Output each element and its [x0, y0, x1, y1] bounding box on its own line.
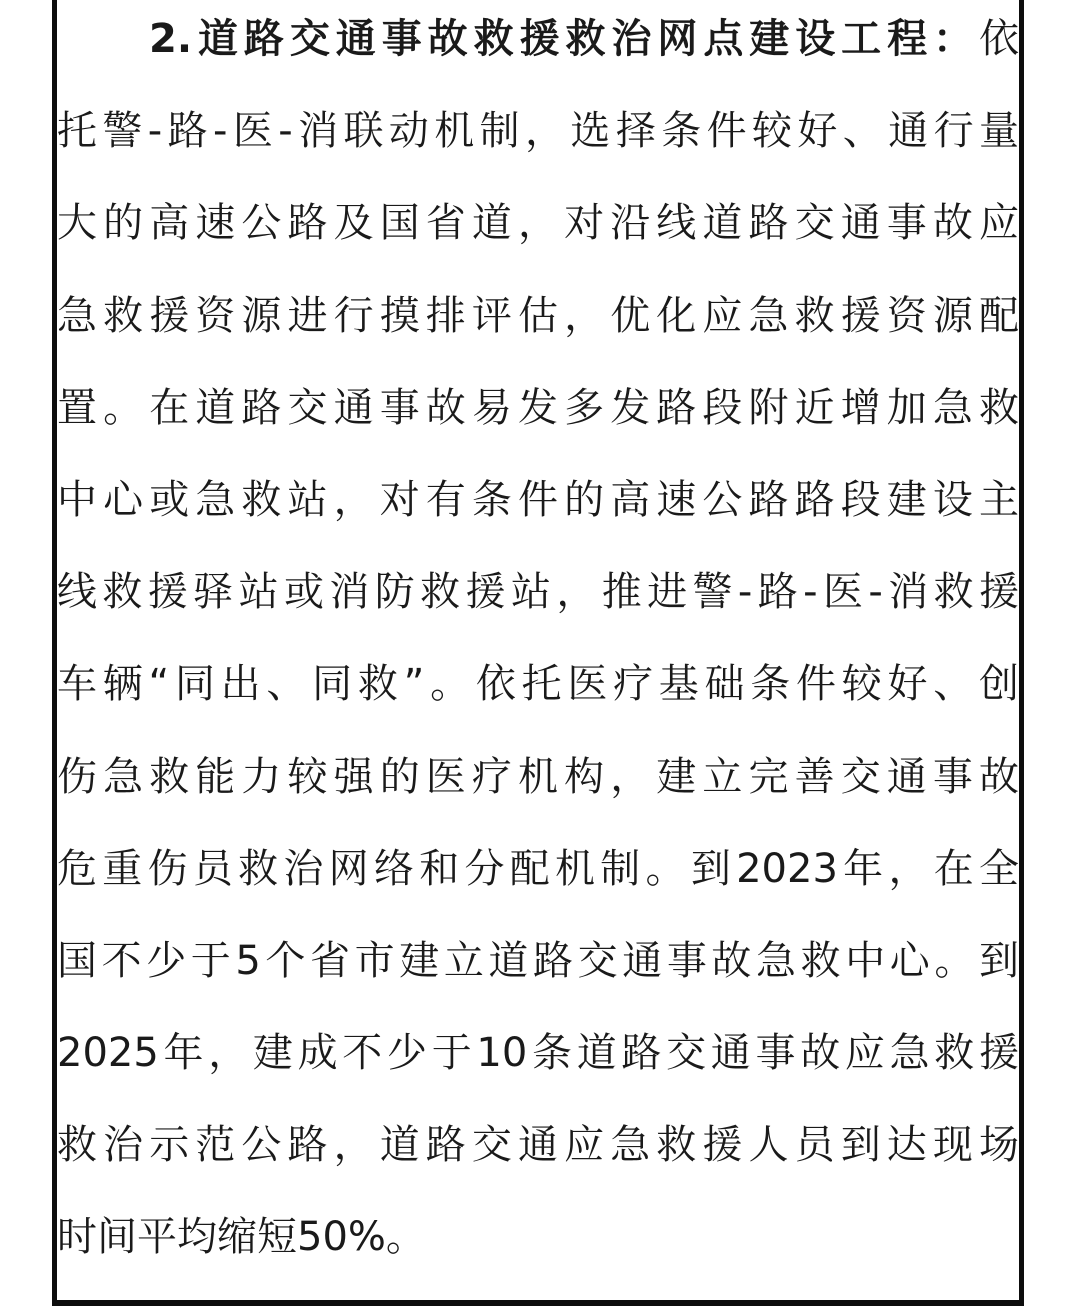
paragraph-line-4: 急救援资源进行摸排评估，优化应急救援资源配 [57, 292, 1019, 339]
paragraph-line-6: 中心或急救站，对有条件的高速公路路段建设主 [57, 476, 1019, 523]
paragraph-line-12: 2025年，建成不少于10条道路交通事故应急救援 [57, 1030, 1019, 1077]
paragraph-line-8: 车辆“同出、同救”。依托医疗基础条件较好、创 [57, 661, 1019, 708]
paragraph-line-13: 救治示范公路，道路交通应急救援人员到达现场 [57, 1122, 1019, 1169]
paragraph-line-11: 国不少于5个省市建立道路交通事故急救中心。到 [57, 937, 1019, 984]
section-heading: 2.道路交通事故救援救治网点建设工程： [149, 16, 979, 62]
paragraph-line-5: 置。在道路交通事故易发多发路段附近增加急救 [57, 384, 1019, 431]
heading-line-tail: 依 [979, 16, 1019, 62]
paragraph-line-10: 危重伤员救治网络和分配机制。到2023年，在全 [57, 845, 1019, 892]
document-body [57, 8, 1019, 1299]
paragraph-line-14: 时间平均缩短50%。 [57, 1214, 426, 1261]
paragraph-line-1 [57, 8, 1019, 100]
paragraph-line-7: 线救援驿站或消防救援站，推进警-路-医-消救援 [57, 569, 1019, 616]
paragraph-line-3: 大的高速公路及国省道，对沿线道路交通事故应 [57, 200, 1019, 247]
paragraph-line-2: 托警-路-医-消联动机制，选择条件较好、通行量 [57, 108, 1019, 155]
paragraph-line-9: 伤急救能力较强的医疗机构，建立完善交通事故 [57, 753, 1019, 800]
